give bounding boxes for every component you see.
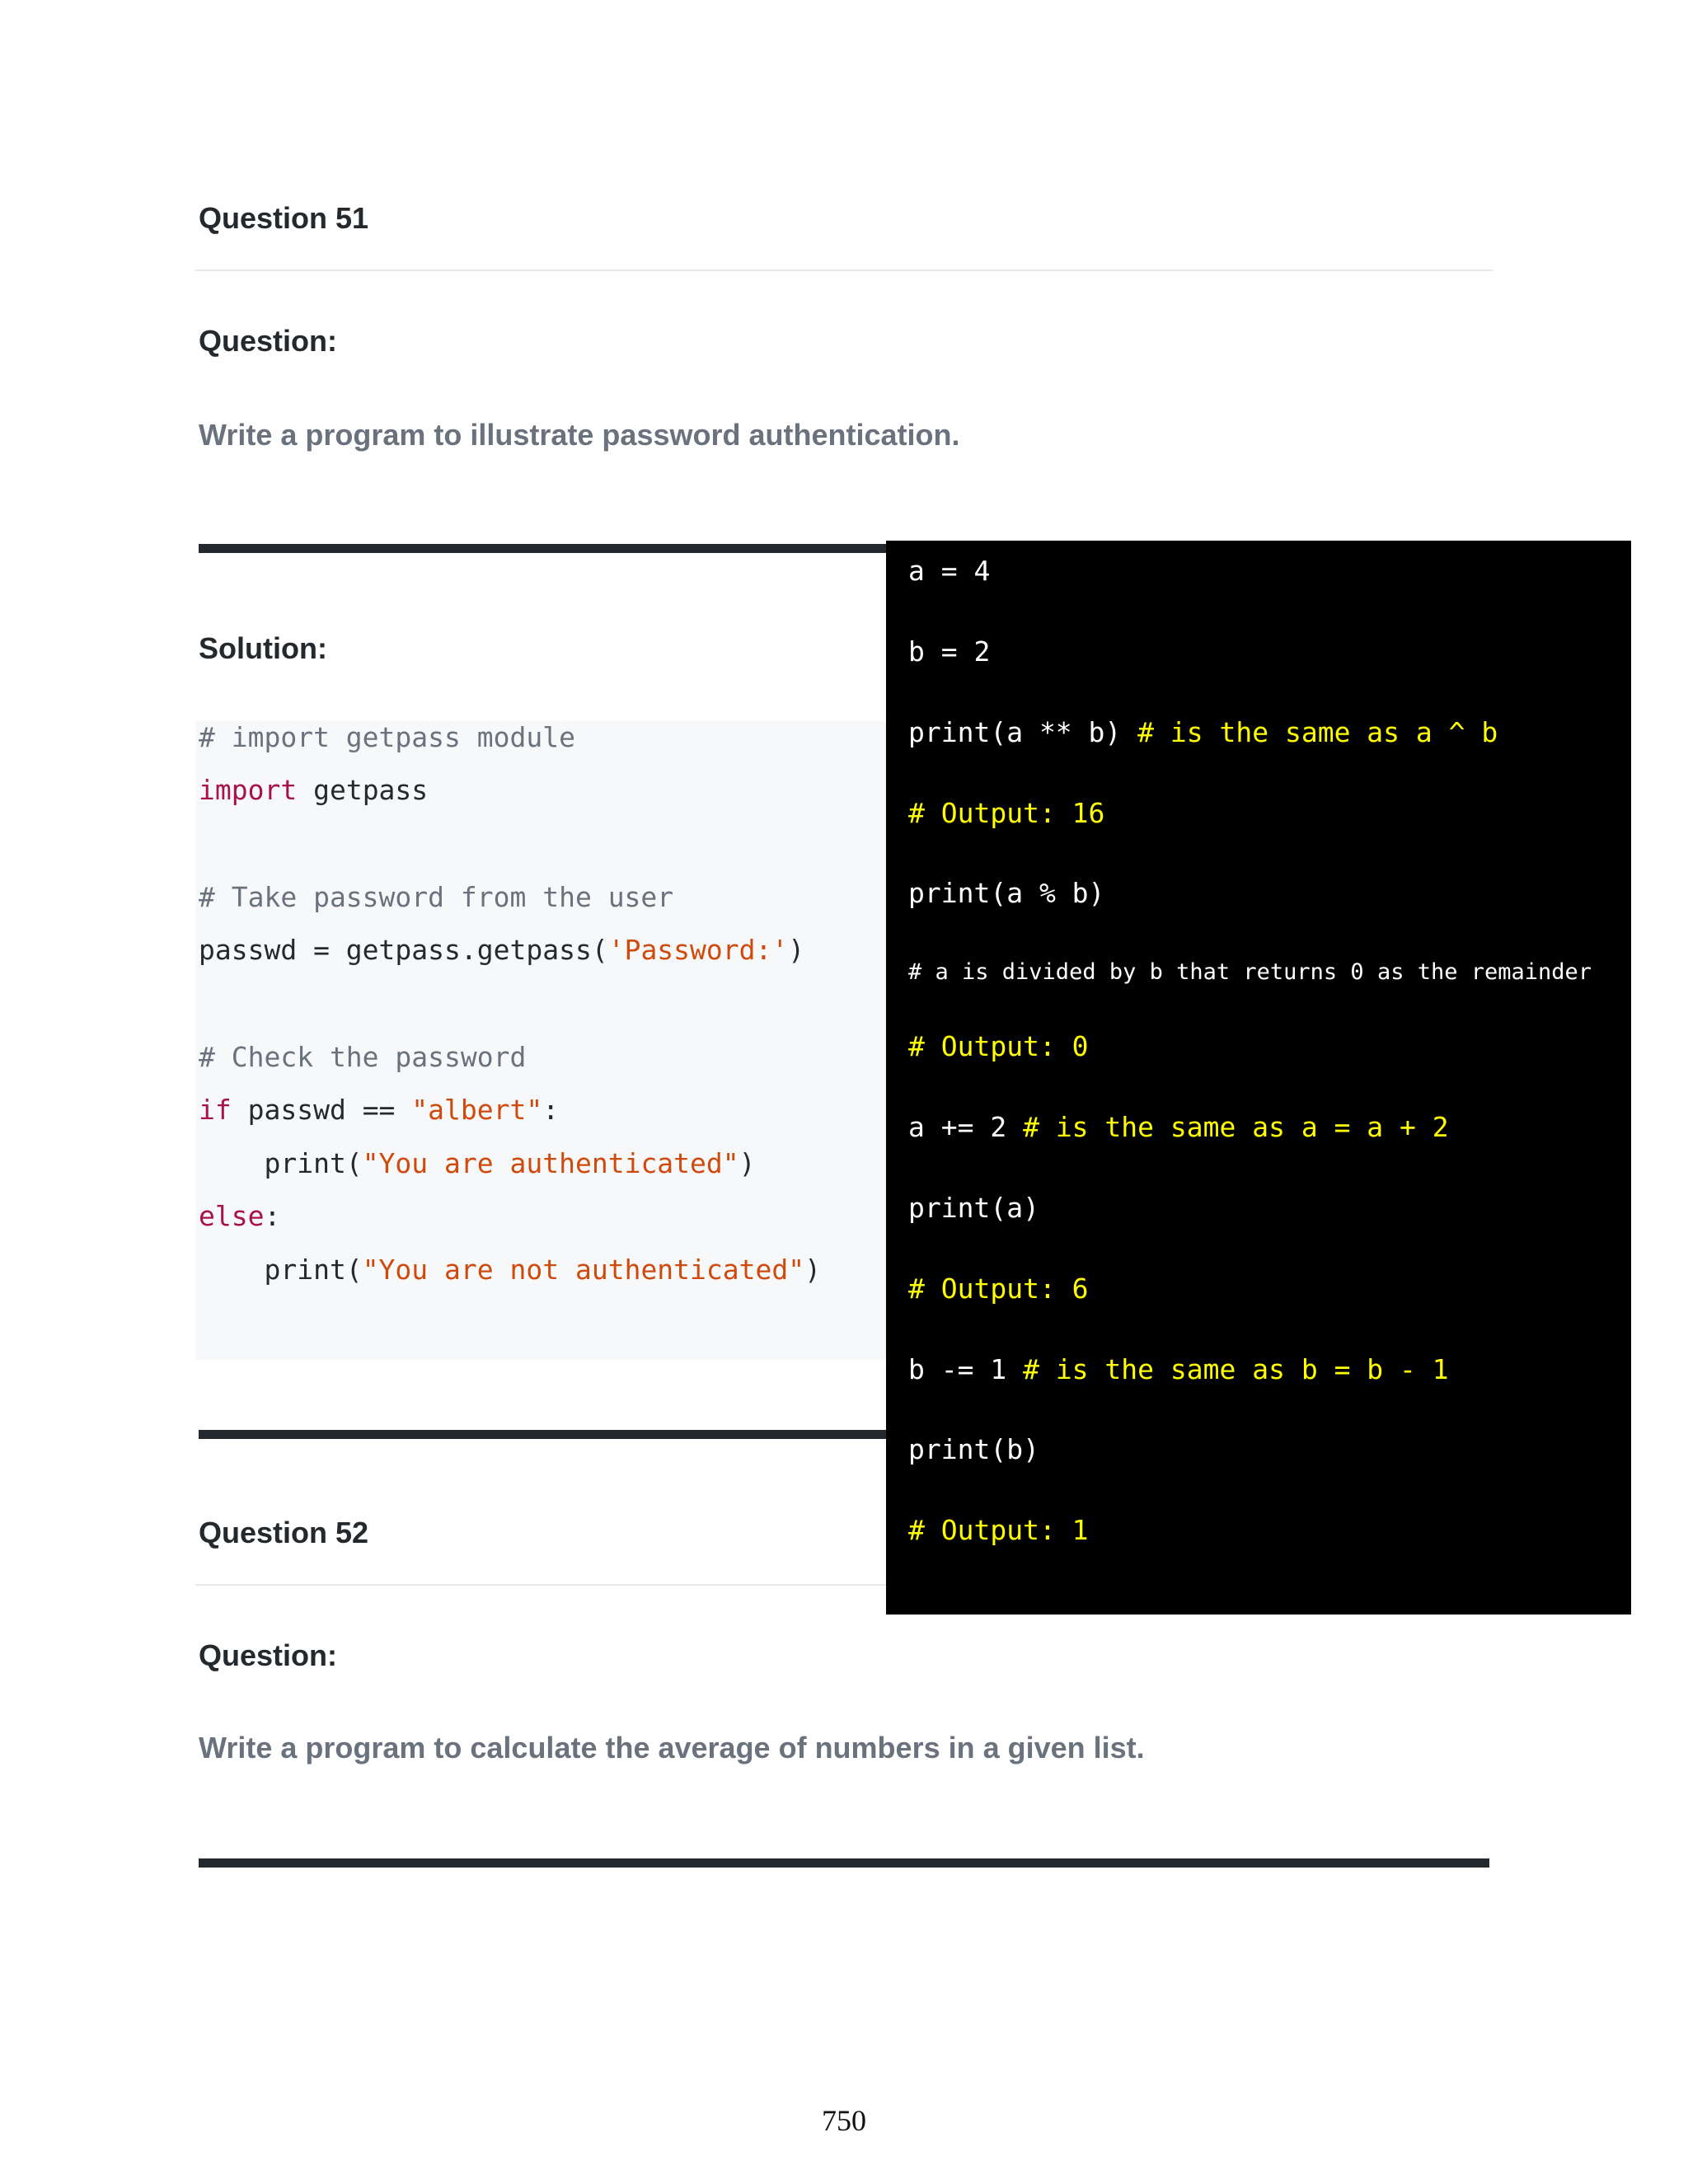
page-number: 750 bbox=[822, 2104, 866, 2137]
section-divider bbox=[199, 544, 891, 553]
question-label: Question: bbox=[199, 1638, 337, 1672]
code-line bbox=[199, 721, 575, 753]
section-divider bbox=[199, 1858, 1489, 1868]
code-line bbox=[199, 1200, 280, 1232]
code-line bbox=[199, 1094, 559, 1126]
code-line bbox=[199, 1254, 821, 1286]
code-line bbox=[199, 774, 428, 806]
code-text: ) bbox=[804, 1254, 821, 1286]
overlay-code: b -= 1 bbox=[908, 1353, 1024, 1385]
code-line bbox=[199, 1041, 526, 1073]
overlay-line bbox=[908, 1111, 1449, 1143]
code-text: getpass bbox=[297, 774, 429, 806]
code-text: : bbox=[264, 1200, 281, 1232]
code-string: 'Password:' bbox=[607, 934, 789, 966]
code-comment: # Check the password bbox=[199, 1041, 527, 1073]
section-divider bbox=[199, 1430, 891, 1439]
code-block bbox=[195, 721, 888, 1360]
code-comment: # Take password from the user bbox=[199, 881, 674, 913]
overlay-comment: # is the same as a = a + 2 bbox=[1023, 1111, 1449, 1143]
code-keyword: else bbox=[199, 1200, 265, 1232]
title-divider bbox=[195, 1584, 888, 1586]
question-prompt: Write a program to calculate the average of numbers in a given list. bbox=[199, 1731, 1145, 1765]
code-line bbox=[199, 934, 804, 966]
overlay-code: print(a ** b) bbox=[908, 716, 1138, 748]
code-line bbox=[199, 1147, 756, 1179]
overlay-comment: # is the same as b = b - 1 bbox=[1023, 1353, 1449, 1385]
question-label: Question: bbox=[199, 324, 337, 358]
code-text: ) bbox=[788, 934, 805, 966]
overlay-output: # Output: 1 bbox=[908, 1514, 1089, 1546]
operator-code-overlay bbox=[886, 541, 1631, 1615]
overlay-output: # Output: 0 bbox=[908, 1030, 1089, 1062]
title-divider bbox=[195, 269, 1493, 271]
question-51-title: Question 51 bbox=[199, 201, 369, 235]
code-keyword: import bbox=[199, 774, 298, 806]
overlay-note: # a is divided by b that returns 0 as the remainder bbox=[908, 959, 1592, 985]
code-text: print( bbox=[199, 1254, 363, 1286]
overlay-output: # Output: 6 bbox=[908, 1272, 1089, 1305]
code-string: "You are not authenticated" bbox=[362, 1254, 805, 1286]
code-text: print( bbox=[199, 1147, 363, 1179]
overlay-line: b = 2 bbox=[908, 635, 991, 668]
code-keyword: if bbox=[199, 1094, 232, 1126]
overlay-line bbox=[908, 716, 1498, 748]
overlay-line bbox=[908, 1353, 1449, 1385]
solution-label: Solution: bbox=[199, 631, 327, 665]
overlay-line: a = 4 bbox=[908, 555, 991, 587]
overlay-code: a += 2 bbox=[908, 1111, 1024, 1143]
question-52-title: Question 52 bbox=[199, 1516, 369, 1549]
code-string: "albert" bbox=[411, 1094, 543, 1126]
overlay-output: # Output: 16 bbox=[908, 797, 1105, 829]
code-text: ) bbox=[738, 1147, 756, 1179]
code-string: "You are authenticated" bbox=[362, 1147, 739, 1179]
code-line bbox=[199, 881, 673, 913]
question-prompt: Write a program to illustrate password authentication. bbox=[199, 418, 960, 452]
overlay-line: print(a % b) bbox=[908, 877, 1105, 909]
code-text: passwd == bbox=[231, 1094, 412, 1126]
code-text: passwd = getpass.getpass( bbox=[199, 934, 608, 966]
overlay-comment: # is the same as a ^ b bbox=[1137, 716, 1498, 748]
overlay-line: print(b) bbox=[908, 1433, 1039, 1465]
code-text: : bbox=[542, 1094, 560, 1126]
code-comment: # import getpass module bbox=[199, 721, 575, 753]
overlay-line: print(a) bbox=[908, 1192, 1039, 1224]
